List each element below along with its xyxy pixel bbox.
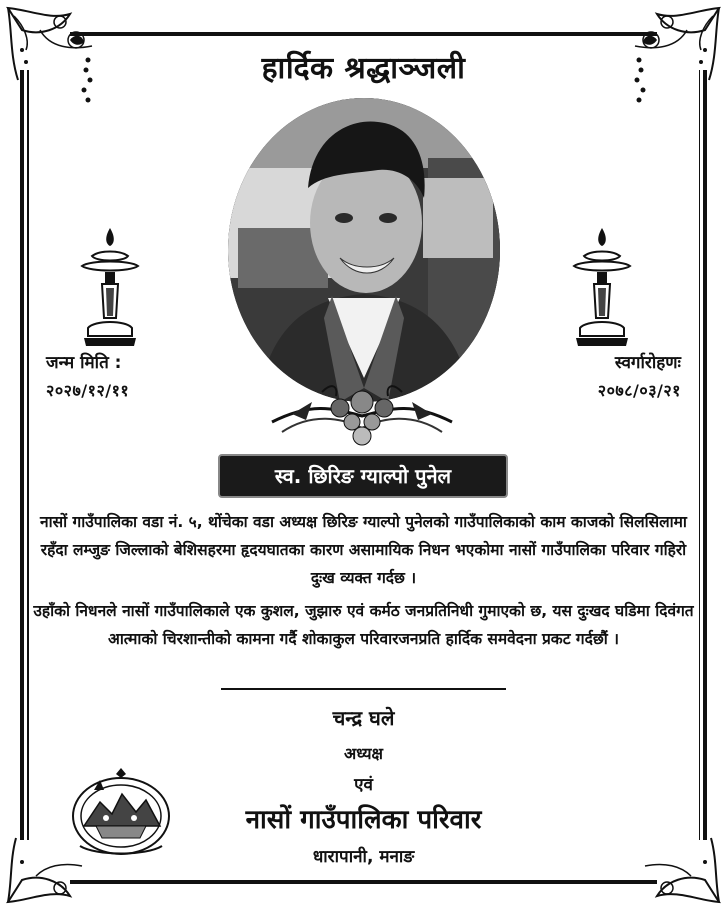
portrait-figure-icon: [228, 98, 500, 402]
birth-date-label: जन्म मिति :: [46, 353, 122, 373]
oil-lamp-icon: [80, 228, 140, 353]
border-bottom: [70, 880, 657, 884]
message-paragraph: नासों गाउँपालिका वडा नं. ५, थोंचेका वडा अध्यक्ष छिरिङ ग्याल्पो पुनेलको गाउँपालिकाको काम काजको सिलसिलामा रहँदा लम्जुङ जिल्लाको बेशिसहरमा हृदयघातका कारण असामायिक निधन भएकोमा नासों गाउँपालिका परिवार गहिरो दुःख व्यक्त गर्दछ ।: [40, 513, 687, 587]
condolence-message: [30, 508, 697, 653]
portrait-photo: [228, 98, 500, 402]
oil-lamp-icon: [572, 228, 632, 353]
death-date-label: स्वर्गारोहणः: [614, 353, 681, 373]
divider: [221, 688, 506, 690]
organization-name: नासों गाउँपालिका परिवार: [245, 805, 482, 835]
message-paragraph: उहाँको निधनले नासों गाउँपालिकाले एक कुशल, जुझारु एवं कर्मठ जनप्रतिनिधी गुमाएको छ, यस दुःखद घडिमा दिवंगत आत्माको चिरशान्तीको कामना गर्दै शोकाकुल परिवारजनप्रति हार्दिक समवेदना प्रकट गर्दछौं ।: [33, 602, 694, 648]
birth-date-block: [46, 350, 129, 404]
floral-corner-icon: [632, 830, 727, 910]
deceased-name-plate: स्व. छिरिङ ग्याल्पो पुनेल: [218, 454, 508, 498]
organization-location: धारापानी, मनाङ: [312, 847, 415, 867]
nepal-emblem-icon: [66, 766, 176, 858]
border-top: [70, 32, 657, 36]
flower-wreath-icon: [262, 372, 462, 450]
signatory-name: चन्द्र घले: [332, 706, 395, 730]
death-date-value: २०७८/०३/२१: [597, 381, 681, 400]
death-date-block: [598, 350, 681, 404]
signatory-role: अध्यक्ष: [344, 744, 383, 763]
page-title: हार्दिक श्रद्धाञ्जली: [261, 51, 466, 86]
birth-date-value: २०२७/१२/११: [46, 381, 130, 400]
signatory-conjunction: एवं: [354, 775, 373, 795]
